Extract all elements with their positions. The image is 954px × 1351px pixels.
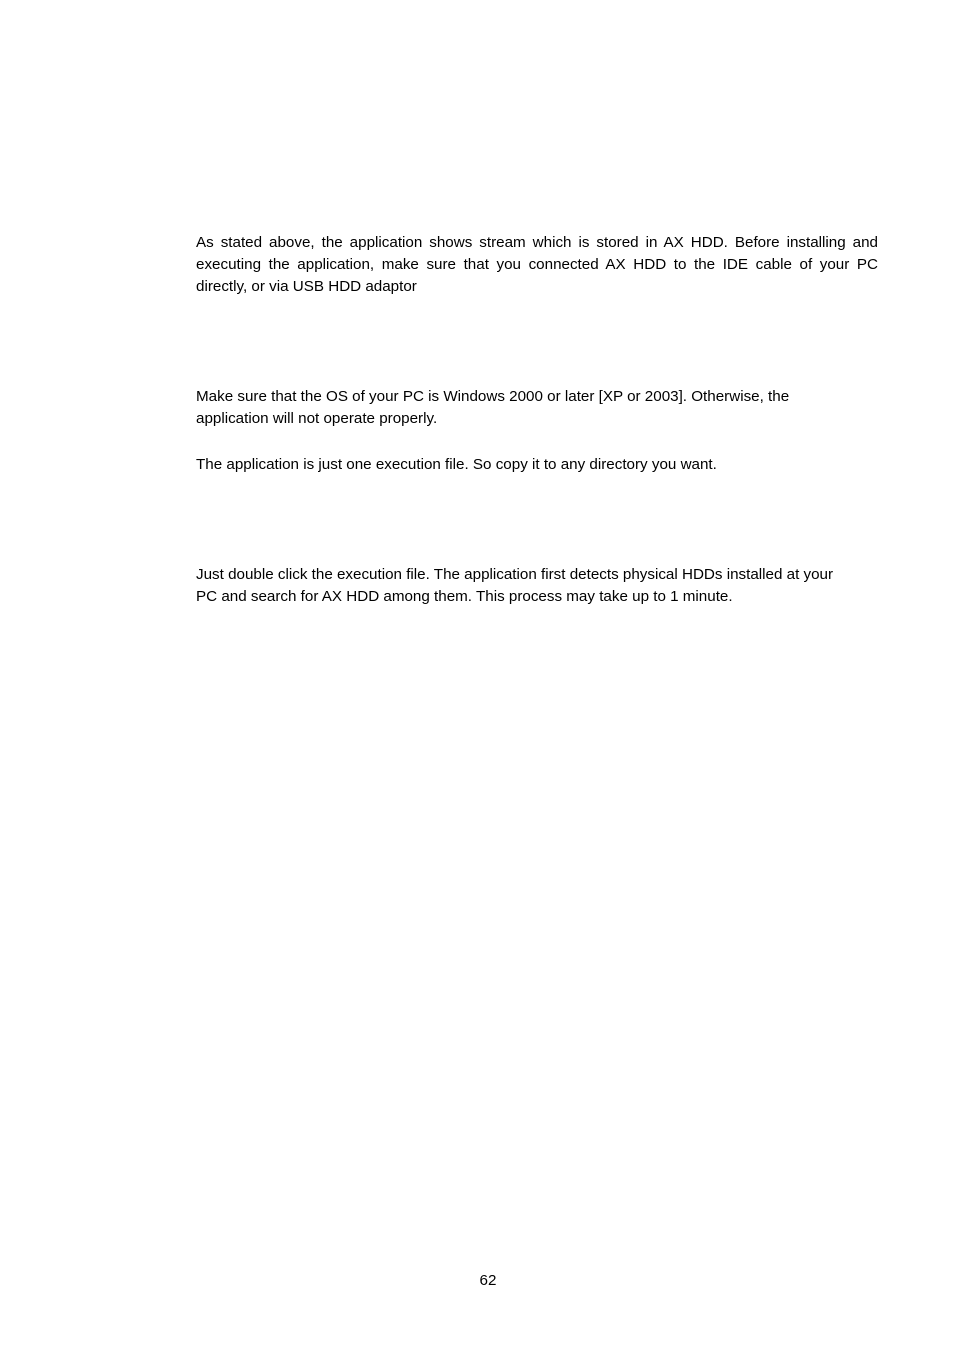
paragraph-line: PC and search for AX HDD among them. This process may take up to 1 minute. bbox=[196, 588, 733, 605]
paragraph-line: application will not operate properly. bbox=[196, 410, 438, 427]
paragraph-installation: The application is just one execution file. So copy it to any directory you want. bbox=[196, 456, 717, 473]
paragraph-line: Make sure that the OS of your PC is Windows 2000 or later [XP or 2003]. Otherwise, the bbox=[196, 388, 790, 405]
paragraph-execution bbox=[196, 564, 878, 608]
paragraph-os-requirement bbox=[196, 386, 878, 430]
paragraph-requirements: As stated above, the application shows stream which is stored in AX HDD. Before installing and executing the application, make sure that you connected AX HDD to the IDE cable of your PC directly, or via USB HDD adaptor bbox=[196, 234, 878, 295]
page-number: 62 bbox=[479, 1272, 497, 1289]
paragraph-line: Just double click the execution file. The application first detects physical HDDs installed at your bbox=[196, 566, 834, 583]
